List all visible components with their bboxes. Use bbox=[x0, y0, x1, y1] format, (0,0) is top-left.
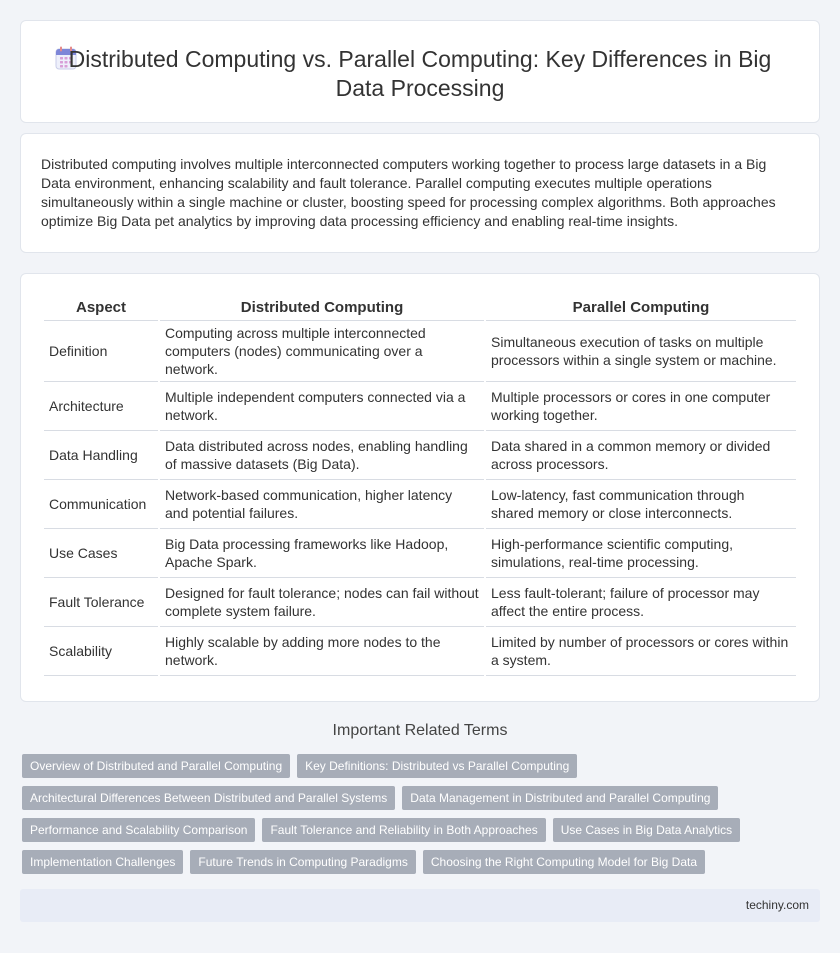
aspect-cell: Communication bbox=[44, 480, 158, 529]
table-row bbox=[44, 321, 796, 382]
table-row bbox=[44, 578, 796, 627]
header-parallel: Parallel Computing bbox=[486, 295, 796, 321]
parallel-cell: Less fault-tolerant; failure of processor may affect the entire process. bbox=[486, 578, 796, 627]
tag-row bbox=[22, 818, 822, 842]
distributed-cell: Big Data processing frameworks like Hadoop, Apache Spark. bbox=[160, 529, 484, 578]
related-term-tag[interactable]: Implementation Challenges bbox=[22, 850, 183, 874]
parallel-cell: Data shared in a common memory or divided across processors. bbox=[486, 431, 796, 480]
parallel-cell: Limited by number of processors or cores within a system. bbox=[486, 627, 796, 676]
tag-row bbox=[22, 786, 822, 810]
table-header-row bbox=[44, 295, 796, 321]
aspect-cell: Scalability bbox=[44, 627, 158, 676]
aspect-cell: Data Handling bbox=[44, 431, 158, 480]
table-row bbox=[44, 382, 796, 431]
comparison-card bbox=[20, 273, 820, 702]
table-row bbox=[44, 529, 796, 578]
aspect-cell: Architecture bbox=[44, 382, 158, 431]
page-title: Distributed Computing vs. Parallel Computing: Key Differences in Big Data Processing bbox=[68, 46, 772, 101]
intro-paragraph: Distributed computing involves multiple interconnected computers working together to process large datasets in a Big Data environment, enhancing scalability and fault tolerance. Parallel computing executes multiple operations simultaneously within a single machine or cluster, boosting speed for processing complex algorithms. Both approaches optimize Big Data pet analytics by improving data processing efficiency and enabling real-time insights. bbox=[41, 156, 776, 229]
footer-site-link[interactable]: techiny.com bbox=[745, 898, 809, 912]
distributed-cell: Highly scalable by adding more nodes to the network. bbox=[160, 627, 484, 676]
title-card bbox=[20, 20, 820, 123]
related-term-tag[interactable]: Architectural Differences Between Distributed and Parallel Systems bbox=[22, 786, 395, 810]
distributed-cell: Computing across multiple interconnected computers (nodes) communicating over a network. bbox=[160, 321, 484, 382]
related-term-tag[interactable]: Performance and Scalability Comparison bbox=[22, 818, 255, 842]
related-terms-heading: Important Related Terms bbox=[332, 722, 508, 739]
distributed-cell: Network-based communication, higher latency and potential failures. bbox=[160, 480, 484, 529]
header-aspect: Aspect bbox=[44, 295, 158, 321]
tag-row bbox=[22, 754, 822, 778]
related-terms-list bbox=[22, 754, 822, 882]
distributed-cell: Designed for fault tolerance; nodes can fail without complete system failure. bbox=[160, 578, 484, 627]
distributed-cell: Data distributed across nodes, enabling handling of massive datasets (Big Data). bbox=[160, 431, 484, 480]
table-row bbox=[44, 480, 796, 529]
related-term-tag[interactable]: Key Definitions: Distributed vs Parallel Computing bbox=[297, 754, 577, 778]
related-term-tag[interactable]: Choosing the Right Computing Model for Big Data bbox=[423, 850, 705, 874]
related-term-tag[interactable]: Data Management in Distributed and Parallel Computing bbox=[402, 786, 718, 810]
parallel-cell: High-performance scientific computing, simulations, real-time processing. bbox=[486, 529, 796, 578]
parallel-cell: Multiple processors or cores in one computer working together. bbox=[486, 382, 796, 431]
footer-bar bbox=[20, 889, 820, 922]
tag-row bbox=[22, 850, 822, 874]
parallel-cell: Low-latency, fast communication through shared memory or close interconnects. bbox=[486, 480, 796, 529]
aspect-cell: Definition bbox=[44, 321, 158, 382]
table-row bbox=[44, 431, 796, 480]
related-term-tag[interactable]: Overview of Distributed and Parallel Computing bbox=[22, 754, 290, 778]
table-row bbox=[44, 627, 796, 676]
aspect-cell: Use Cases bbox=[44, 529, 158, 578]
intro-card bbox=[20, 133, 820, 253]
aspect-cell: Fault Tolerance bbox=[44, 578, 158, 627]
related-term-tag[interactable]: Future Trends in Computing Paradigms bbox=[190, 850, 415, 874]
related-term-tag[interactable]: Fault Tolerance and Reliability in Both Approaches bbox=[262, 818, 545, 842]
header-distributed: Distributed Computing bbox=[160, 295, 484, 321]
related-term-tag[interactable]: Use Cases in Big Data Analytics bbox=[553, 818, 740, 842]
distributed-cell: Multiple independent computers connected via a network. bbox=[160, 382, 484, 431]
parallel-cell: Simultaneous execution of tasks on multiple processors within a single system or machine. bbox=[486, 321, 796, 382]
comparison-table bbox=[42, 295, 798, 676]
